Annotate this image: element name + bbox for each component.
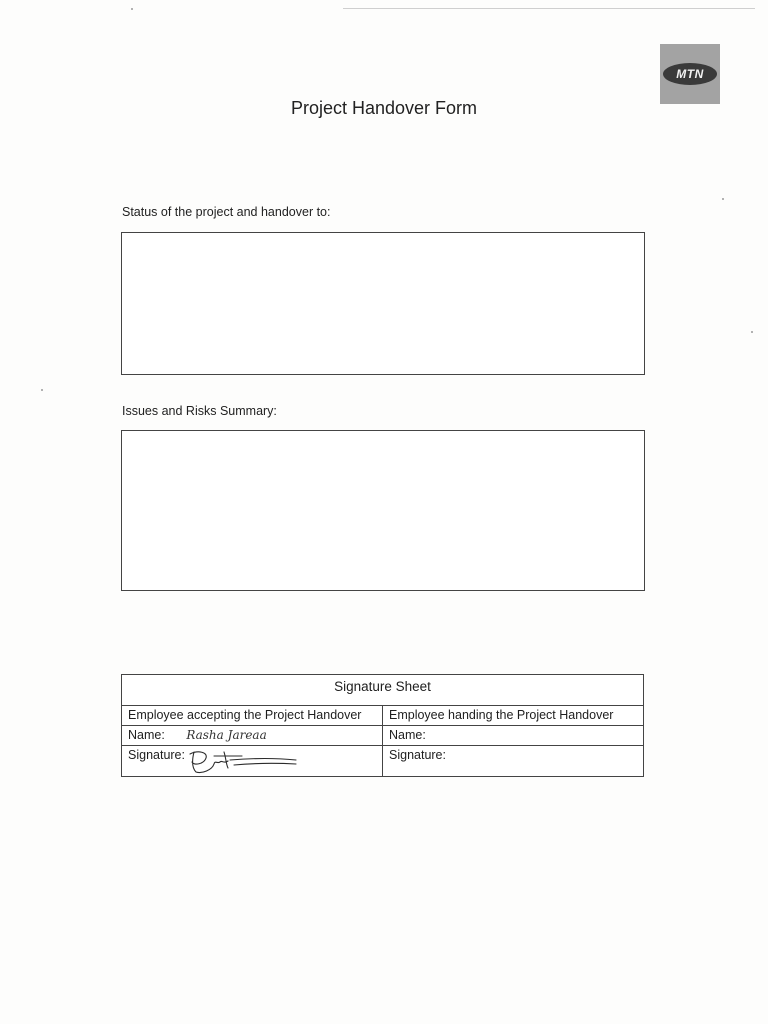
handwritten-signature xyxy=(184,746,304,776)
scan-speck xyxy=(722,198,724,200)
status-box[interactable] xyxy=(121,232,645,375)
scan-edge-line xyxy=(343,8,755,9)
issues-box[interactable] xyxy=(121,430,645,591)
handing-name-cell[interactable] xyxy=(383,726,644,746)
status-label: Status of the project and handover to: xyxy=(122,205,331,219)
accepting-employee-header: Employee accepting the Project Handover xyxy=(122,706,383,726)
accepting-name-cell[interactable] xyxy=(122,726,383,746)
handing-employee-header: Employee handing the Project Handover xyxy=(383,706,644,726)
accepting-name-handwritten: Rasha Jareaa xyxy=(186,728,267,742)
company-logo xyxy=(660,44,720,104)
scan-speck xyxy=(751,331,753,333)
handing-signature-label: Signature: xyxy=(389,748,446,762)
scan-speck xyxy=(131,8,133,10)
handing-signature-cell[interactable] xyxy=(383,746,644,777)
issues-label: Issues and Risks Summary: xyxy=(122,404,277,418)
signature-sheet-title: Signature Sheet xyxy=(122,675,644,706)
accepting-name-label: Name: xyxy=(128,728,165,742)
accepting-signature-cell[interactable] xyxy=(122,746,383,777)
scan-speck xyxy=(41,389,43,391)
signature-sheet-table xyxy=(121,674,644,777)
accepting-signature-label: Signature: xyxy=(128,748,185,762)
logo-oval: MTN xyxy=(663,63,717,85)
handing-name-label: Name: xyxy=(389,728,426,742)
page-title: Project Handover Form xyxy=(290,98,478,118)
